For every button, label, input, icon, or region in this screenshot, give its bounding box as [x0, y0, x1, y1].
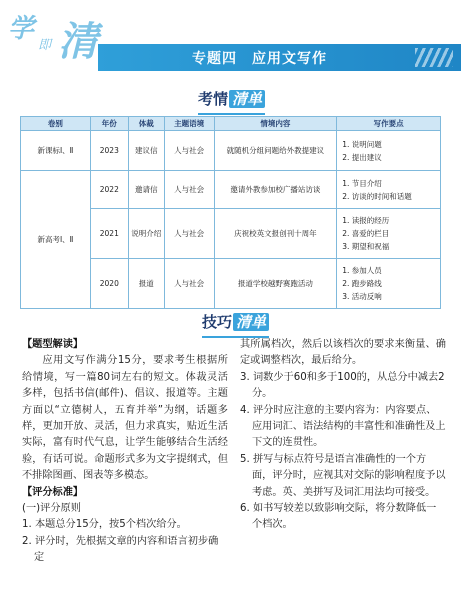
list-item-continued: 其所属档次，然后以该档次的要求来衡量、确定或调整档次，最后给分。 [240, 339, 446, 367]
content-cell: 庆祝校英文报创刊十周年 [214, 209, 337, 259]
exam-analysis-table [20, 116, 441, 309]
list-item: 4. 评分时应注意的主要内容为：内容要点、应用词汇、语法结构的丰富性和准确性及上下文的连贯性。 [240, 404, 446, 449]
points-cell [337, 171, 441, 209]
left-column [22, 337, 228, 567]
point-item: 1. 说明问题 [342, 139, 382, 149]
year-cell: 2023 [90, 131, 128, 171]
list-item: 6. 如书写较差以致影响交际，将分数降低一个档次。 [240, 503, 437, 531]
section-tag-question-type: 【题型解读】 [22, 339, 84, 350]
point-item: 1. 节目介绍 [342, 178, 382, 188]
table-header-cell: 写作要点 [337, 117, 441, 131]
genre-cell: 报道 [128, 259, 164, 309]
logo-char-1: 学 [8, 14, 35, 44]
list-item: 1. 本题总分15分，按5个档次给分。 [22, 519, 187, 531]
exam-cell: 新高考Ⅰ、Ⅱ [21, 171, 91, 309]
intro-paragraph: 应用文写作满分15分，要求考生根据所给情境，写一篇80词左右的短文。体裁灵活多样，包括书信(邮件)、倡议、报道等。主题方面以“立德树人，五育并举”为纲，话题多样，更加开放、灵活，但力求真实，贴近生活实际，富有时代气息，让学生能够结合生活经验，有话可说。命题形式多为文字提纲式，但不排除图画、图表等多模态。 [22, 355, 228, 482]
genre-cell: 建议信 [128, 131, 164, 171]
section-title-underline [198, 113, 265, 115]
table-row [21, 171, 441, 209]
point-item: 2. 提出建议 [342, 152, 382, 162]
theme-cell: 人与社会 [164, 209, 214, 259]
content-cell: 邀请外教参加校广播站访谈 [214, 171, 337, 209]
genre-cell: 邀请信 [128, 171, 164, 209]
list-item: 2. 评分时，先根据文章的内容和语言初步确定 [22, 535, 219, 564]
right-column [240, 337, 446, 534]
section-title-part-a: 考情 [198, 90, 229, 108]
points-cell [337, 259, 441, 309]
point-item: 2. 访谈的时间和话题 [342, 191, 412, 201]
list-item: 5. 拼写与标点符号是语言准确性的一个方面，评分时，应视其对交际的影响程度予以考虑。英、美拼写及词汇用法均可接受。 [240, 453, 446, 498]
content-cell: 报道学校越野赛跑活动 [214, 259, 337, 309]
subheading-principles: (一)评分原则 [22, 503, 81, 515]
points-cell [337, 131, 441, 171]
logo-char-2: 即 [38, 38, 52, 53]
list-item: 3. 词数少于60和多于100的，从总分中减去2分。 [240, 371, 445, 400]
section-tag-scoring: 【评分标准】 [22, 486, 84, 498]
table-header-cell: 情境内容 [214, 117, 337, 131]
theme-cell: 人与社会 [164, 171, 214, 209]
logo-char-3: 清 [58, 18, 98, 65]
topic-banner [98, 44, 461, 71]
page-header [0, 0, 461, 78]
genre-cell: 说明介绍 [128, 209, 164, 259]
table-header-cell: 卷别 [21, 117, 91, 131]
point-item: 2. 喜爱的栏目 [342, 229, 390, 238]
point-item: 2. 跑步路线 [342, 279, 382, 288]
point-item: 3. 活动反响 [342, 292, 382, 301]
theme-cell: 人与社会 [164, 131, 214, 171]
section-title-part-b: 清单 [233, 313, 269, 331]
exam-cell: 新课标Ⅰ、Ⅱ [21, 131, 91, 171]
table-header-cell: 主题语境 [164, 117, 214, 131]
table-header-cell: 体裁 [128, 117, 164, 131]
year-cell: 2020 [90, 259, 128, 309]
section-title-skills-list [202, 311, 269, 335]
table-header-row [21, 117, 441, 131]
point-item: 3. 期望和祝福 [342, 242, 390, 251]
content-cell: 就随机分组问题给外教提建议 [214, 131, 337, 171]
table-header-cell: 年份 [90, 117, 128, 131]
section-title-part-b: 清单 [229, 90, 265, 108]
decorative-stripes [415, 48, 453, 67]
point-item: 1. 参加人员 [342, 266, 382, 275]
section-title-part-a: 技巧 [202, 313, 233, 331]
topic-title: 专题四 应用文写作 [192, 51, 327, 67]
points-cell [337, 209, 441, 259]
section-title-exam-list [198, 88, 265, 112]
year-cell: 2021 [90, 209, 128, 259]
table-row [21, 131, 441, 171]
year-cell: 2022 [90, 171, 128, 209]
theme-cell: 人与社会 [164, 259, 214, 309]
point-item: 1. 读报的经历 [342, 216, 390, 225]
